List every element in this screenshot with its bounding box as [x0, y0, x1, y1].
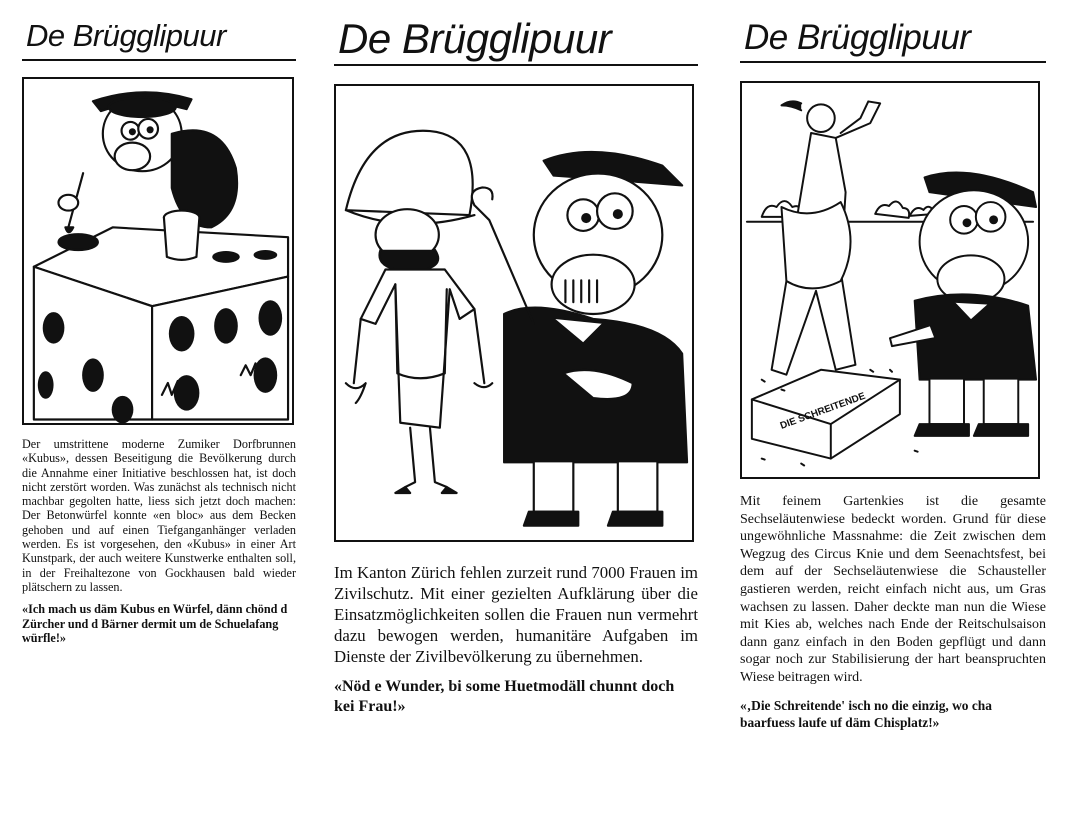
article-text: Im Kanton Zürich fehlen zurzeit rund 7000 Frauen im Zivilschutz. Mit einer gezielten Aufklärung über die Einsatzmöglichkeiten sollen die Frauen nun vermehrt dazu bewogen werden, humanitäre Aufgaben im Dienste der Zivilbevölkerung zu übernehmen.: [334, 563, 698, 666]
cartoon-drawing: [24, 79, 292, 423]
column-title: De Brügglipuur: [22, 0, 296, 61]
cartoon-caption: «‚Die Schreitende' isch no die einzig, wo cha baarfuess laufe uf däm Chisplatz!»: [740, 697, 992, 730]
cartoon-caption: «Nöd e Wunder, bi some Huetmodäll chunnt doch kei Frau!»: [334, 678, 675, 715]
cartoon-helmet-woman: [334, 84, 694, 542]
column-title: De Brügglipuur: [740, 0, 1046, 63]
cartoon-drawing: [336, 86, 692, 540]
column-title: De Brügglipuur: [334, 0, 698, 66]
cartoon-dice-fountain: [22, 77, 294, 425]
cartoon-statue-gravel: [740, 81, 1040, 479]
cartoon-caption: «Ich mach us däm Kubus en Würfel, dänn chönd d Zürcher und d Bärner dermit um de Schuelafang würfle!»: [22, 602, 288, 645]
article-text: Mit feinem Gartenkies ist die gesamte Sechseläutenwiese bedeckt worden. Grund für diese ungewöhnliche Massnahme: die Zeit zwischen dem Wegzug des Circus Knie und dem Seenachtsfest, bei dem auf der Sechseläutenwiese die Schausteller gastieren werden, reicht einfach nicht aus, um Gras wachsen zu lassen. Daher deckte man nun die Wiese mit Kies ab, welches nach Ende der Reitschulsaison dann ganz einfach in den Boden gepflügt und dann sogar noch zur Stabilisierung der hart beanspruchten Wiese beitragen wird.: [740, 494, 1046, 685]
statue-plinth-label: DIE SCHREITENDE: [778, 390, 867, 432]
comic-column-3: [740, 0, 1046, 731]
article-text: Der umstrittene moderne Zumiker Dorfbrunnen «Kubus», dessen Beseitigung die Bevölkerung durch die Annahme einer Initiative beschlossen hat, ist doch nicht zerstört worden. Was zunächst als technisch nicht machbar gegolten hatte, liess sich jetzt doch machen: Der Betonwürfel konnte «en bloc» aus dem Becken gehoben und auf einen Tiefganganhänger verladen werden. Es ist vorgesehen, den «Kubus» in einer Art Kunstpark, der auch weitere Kunstwerke enthalten soll, in der Freihaltezone von Gockhausen bald wieder plätschern zu lassen.: [22, 437, 296, 594]
comic-column-2: [334, 0, 698, 717]
comic-column-1: [22, 0, 296, 645]
cartoon-drawing: [742, 83, 1038, 477]
